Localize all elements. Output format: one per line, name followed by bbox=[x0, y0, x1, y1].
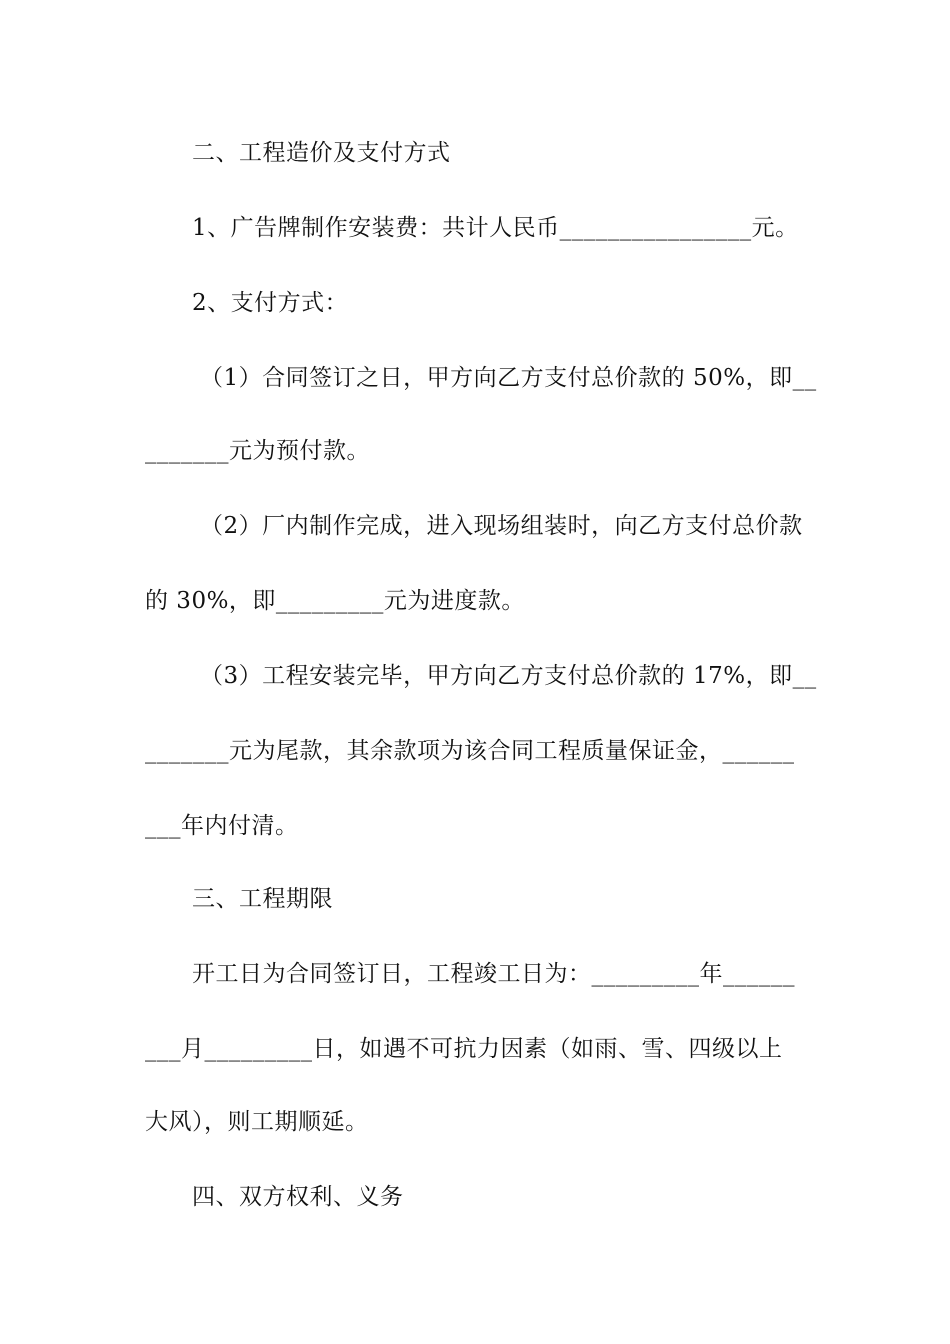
clause-schedule-line-3: 大风），则工期顺延。 bbox=[145, 1109, 369, 1135]
clause-payment-1-line-1: （1）合同签订之日，甲方向乙方支付总价款的 50%，即__ bbox=[200, 365, 817, 391]
clause-payment-3-line-1: （3）工程安装完毕，甲方向乙方支付总价款的 17%，即__ bbox=[200, 663, 817, 689]
section-heading-schedule: 三、工程期限 bbox=[192, 886, 333, 912]
clause-installation-fee: 1、广告牌制作安装费：共计人民币________________元。 bbox=[192, 215, 799, 241]
clause-schedule-line-1: 开工日为合同签订日，工程竣工日为：_________年______ bbox=[192, 961, 795, 987]
clause-payment-3-line-2: _______元为尾款，其余款项为该合同工程质量保证金，______ bbox=[145, 738, 795, 764]
clause-payment-2-line-1: （2）厂内制作完成，进入现场组装时，向乙方支付总价款 bbox=[200, 513, 803, 539]
section-heading-rights-obligations: 四、双方权利、义务 bbox=[192, 1184, 404, 1210]
clause-payment-3-line-3: ___年内付清。 bbox=[145, 813, 299, 839]
clause-schedule-line-2: ___月_________日，如遇不可抗力因素（如雨、雪、四级以上 bbox=[145, 1036, 783, 1062]
section-heading-cost-payment: 二、工程造价及支付方式 bbox=[192, 140, 451, 166]
clause-payment-method: 2、支付方式： bbox=[192, 290, 349, 316]
clause-payment-2-line-2: 的 30%，即_________元为进度款。 bbox=[145, 588, 525, 614]
clause-payment-1-line-2: _______元为预付款。 bbox=[145, 438, 370, 464]
